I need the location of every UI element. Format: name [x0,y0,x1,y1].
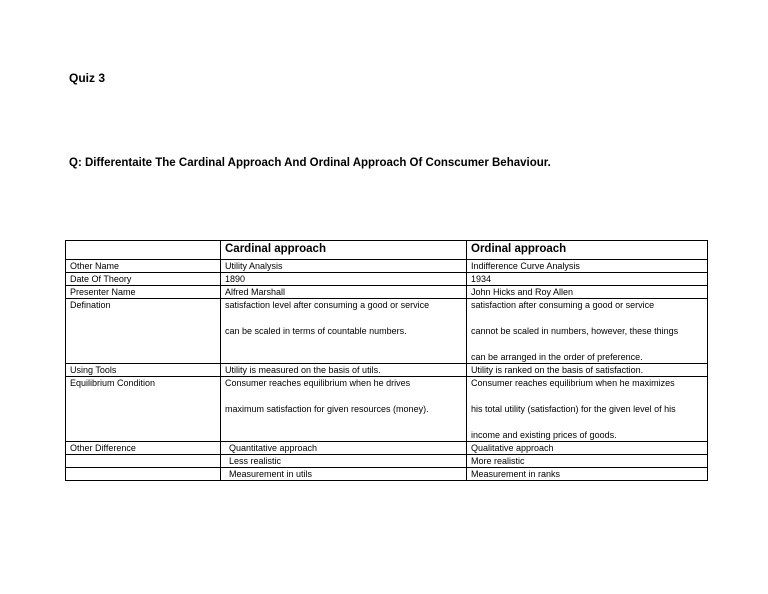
table-row [66,442,708,455]
row-label: Presenter Name [66,286,221,299]
question-text: Q: Differentaite The Cardinal Approach And Ordinal Approach Of Conscumer Behaviour. [69,157,551,169]
cardinal-cell [221,260,467,273]
row-label: Other Name [66,260,221,273]
cell-text: Utility is ranked on the basis of satisfaction. [471,365,644,375]
cell-text: income and existing prices of goods. [471,430,617,440]
header-ordinal: Ordinal approach [467,241,708,260]
cell-text: his total utility (satisfaction) for the given level of his [471,404,676,414]
table-row [66,299,708,364]
row-label: Equilibrium Condition [66,377,221,442]
ordinal-cell [467,299,708,364]
ordinal-cell [467,377,708,442]
table-row [66,455,708,468]
cell-text: Less realistic [229,456,282,466]
row-label: Using Tools [66,364,221,377]
cardinal-cell [221,273,467,286]
cell-text: 1890 [225,274,246,284]
table-row [66,260,708,273]
row-label [66,455,221,468]
cell-text: Alfred Marshall [225,287,286,297]
cell-text: Quantitative approach [229,443,318,453]
header-cardinal: Cardinal approach [221,241,467,260]
header-empty-cell [66,241,221,260]
cell-text: Consumer reaches equilibrium when he maximizes [471,378,675,388]
table-row [66,273,708,286]
row-label: Defination [66,299,221,364]
cell-text: cannot be scaled in numbers, however, these things [471,326,679,336]
cardinal-cell [221,468,467,481]
cell-text: maximum satisfaction for given resources (money). [225,404,429,414]
row-label: Date Of Theory [66,273,221,286]
cell-text: John Hicks and Roy Allen [471,287,574,297]
cell-text: More realistic [471,456,525,466]
ordinal-cell [467,286,708,299]
cell-text: Measurement in utils [229,469,313,479]
table-header-row [66,241,708,260]
cell-text: Utility Analysis [225,261,283,271]
cardinal-cell [221,299,467,364]
cardinal-cell [221,286,467,299]
cell-text: satisfaction after consuming a good or service [471,300,655,310]
cell-text: Qualitative approach [471,443,554,453]
row-label: Other Difference [66,442,221,455]
cell-text: Consumer reaches equilibrium when he drives [225,378,411,388]
table-row [66,286,708,299]
comparison-table [65,240,708,481]
row-label [66,468,221,481]
ordinal-cell [467,260,708,273]
table-row [66,377,708,442]
document-title: Quiz 3 [69,71,106,85]
ordinal-cell [467,455,708,468]
cell-text: Utility is measured on the basis of utils. [225,365,381,375]
cell-text: 1934 [471,274,492,284]
cell-text: Measurement in ranks [471,469,561,479]
ordinal-cell [467,273,708,286]
cardinal-cell [221,455,467,468]
table-row [66,468,708,481]
cardinal-cell [221,442,467,455]
cell-text: satisfaction level after consuming a good or service [225,300,430,310]
cell-text: can be scaled in terms of countable numbers. [225,326,407,336]
cell-text: Indifference Curve Analysis [471,261,580,271]
ordinal-cell [467,468,708,481]
cardinal-cell [221,377,467,442]
cardinal-cell [221,364,467,377]
table-row [66,364,708,377]
ordinal-cell [467,364,708,377]
ordinal-cell [467,442,708,455]
cell-text: can be arranged in the order of preference. [471,352,643,362]
